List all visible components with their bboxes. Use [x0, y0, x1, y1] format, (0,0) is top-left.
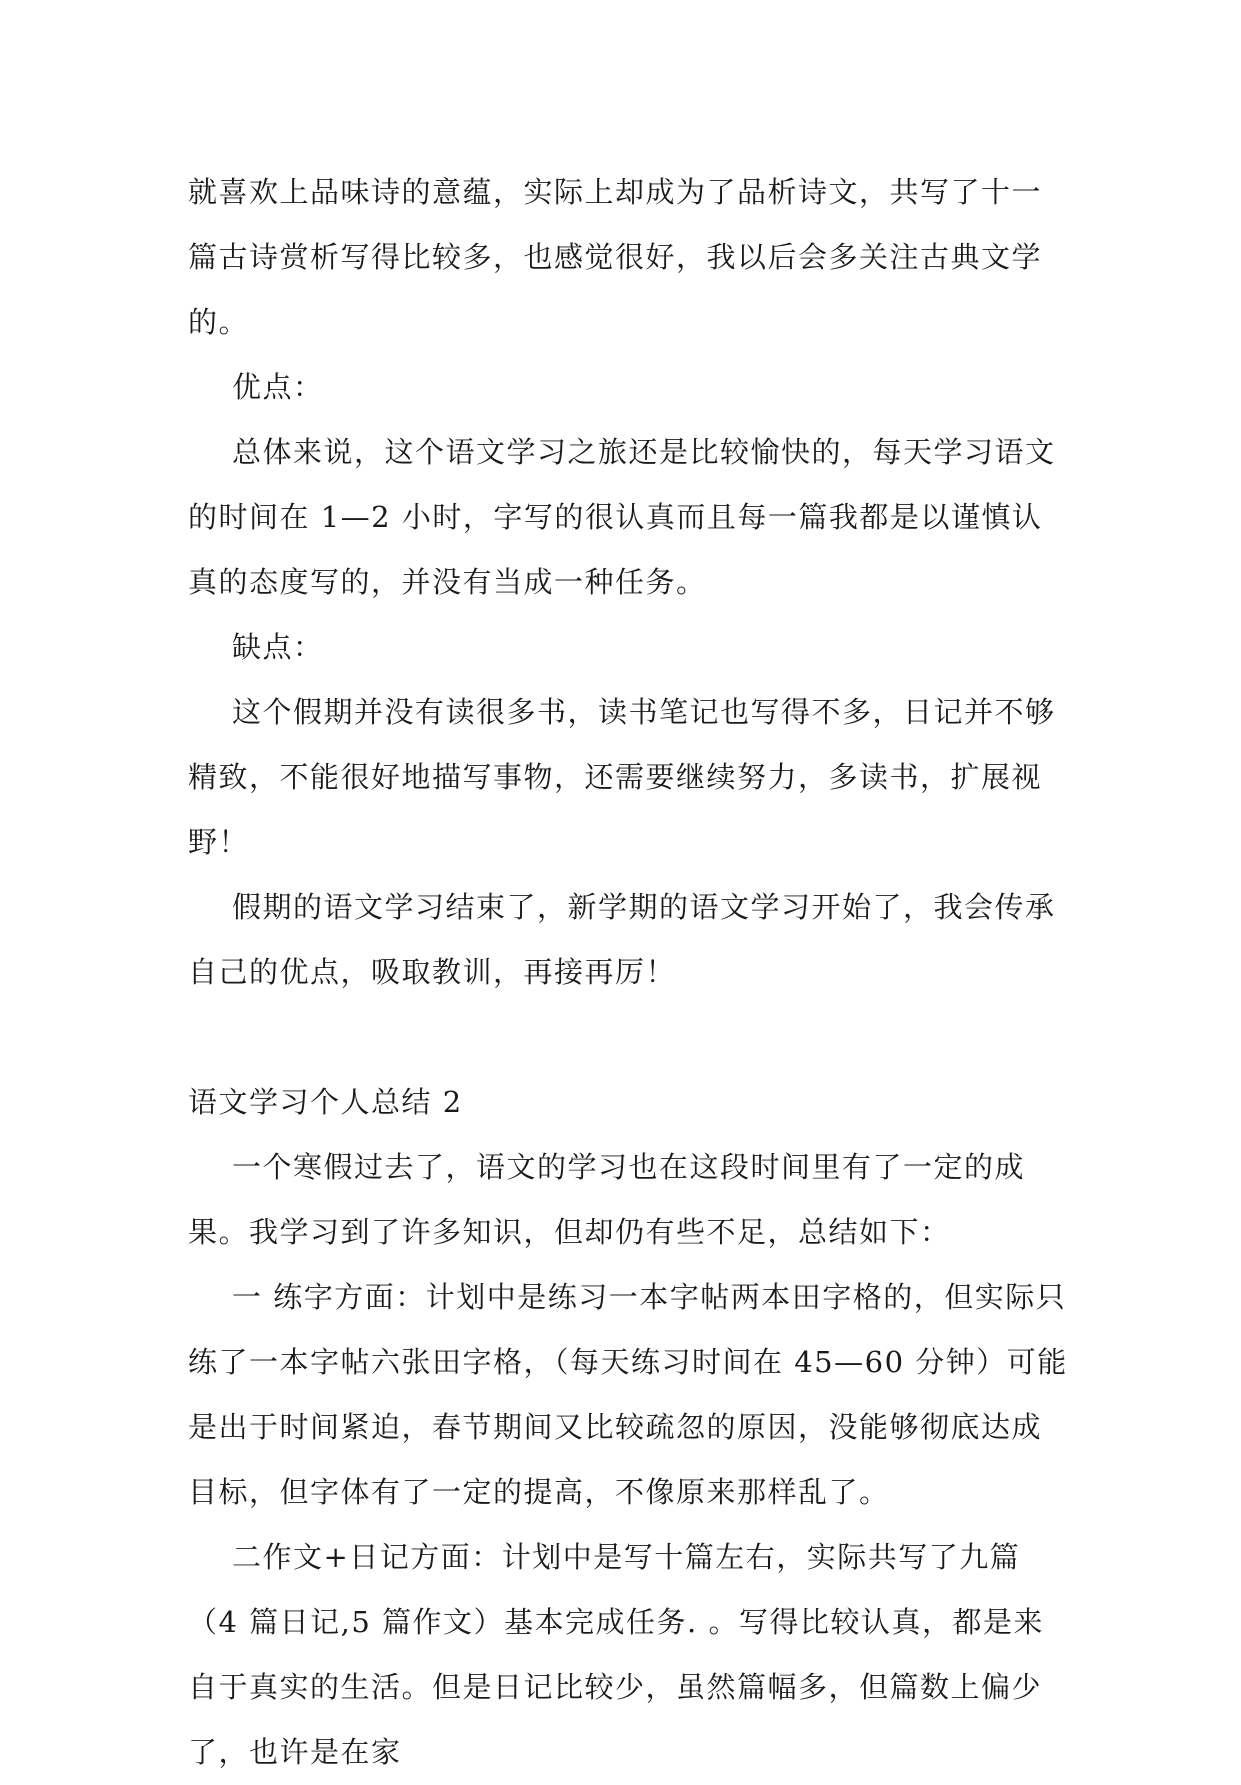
- paragraph-conclusion: 假期的语文学习结束了，新学期的语文学习开始了，我会传承自己的优点，吸取教训，再接再厉！: [188, 890, 1056, 989]
- heading-strengths: 优点：: [232, 370, 324, 404]
- paragraph-writing: 二作文+日记方面：计划中是写十篇左右，实际共写了九篇（4 篇日记,5 篇作文）基本完成任务. 。写得比较认真，都是来自于真实的生活。但是日记比较少，虽然篇幅多，但篇数上偏少了，也许是在家: [188, 1540, 1044, 1769]
- paragraph-calligraphy: 一 练字方面：计划中是练习一本字帖两本田字格的，但实际只练了一本字帖六张田字格，（每天练习时间在 45—60 分钟）可能是出于时间紧迫，春节期间又比较疏忽的原因，没能够彻底达成目标，但字体有了一定的提高，不像原来那样乱了。: [188, 1280, 1068, 1509]
- paragraph-weaknesses: 这个假期并没有读很多书，读书笔记也写得不多，日记并不够精致，不能很好地描写事物，还需要继续努力，多读书，扩展视野！: [188, 695, 1056, 859]
- paragraph-intro: 一个寒假过去了，语文的学习也在这段时间里有了一定的成果。我学习到了许多知识，但却仍有些不足，总结如下：: [188, 1150, 1026, 1249]
- heading-weaknesses: 缺点：: [232, 630, 324, 664]
- paragraph-strengths: 总体来说，这个语文学习之旅还是比较愉快的，每天学习语文的时间在 1—2 小时，字写的很认真而且每一篇我都是以谨慎认真的态度写的，并没有当成一种任务。: [188, 435, 1056, 599]
- paragraph-continuation: 就喜欢上品味诗的意蕴，实际上却成为了品析诗文，共写了十一篇古诗赏析写得比较多，也感觉很好，我以后会多关注古典文学的。: [188, 175, 1043, 339]
- document-body: [188, 160, 1068, 1785]
- section-title: 语文学习个人总结 2: [188, 1085, 463, 1119]
